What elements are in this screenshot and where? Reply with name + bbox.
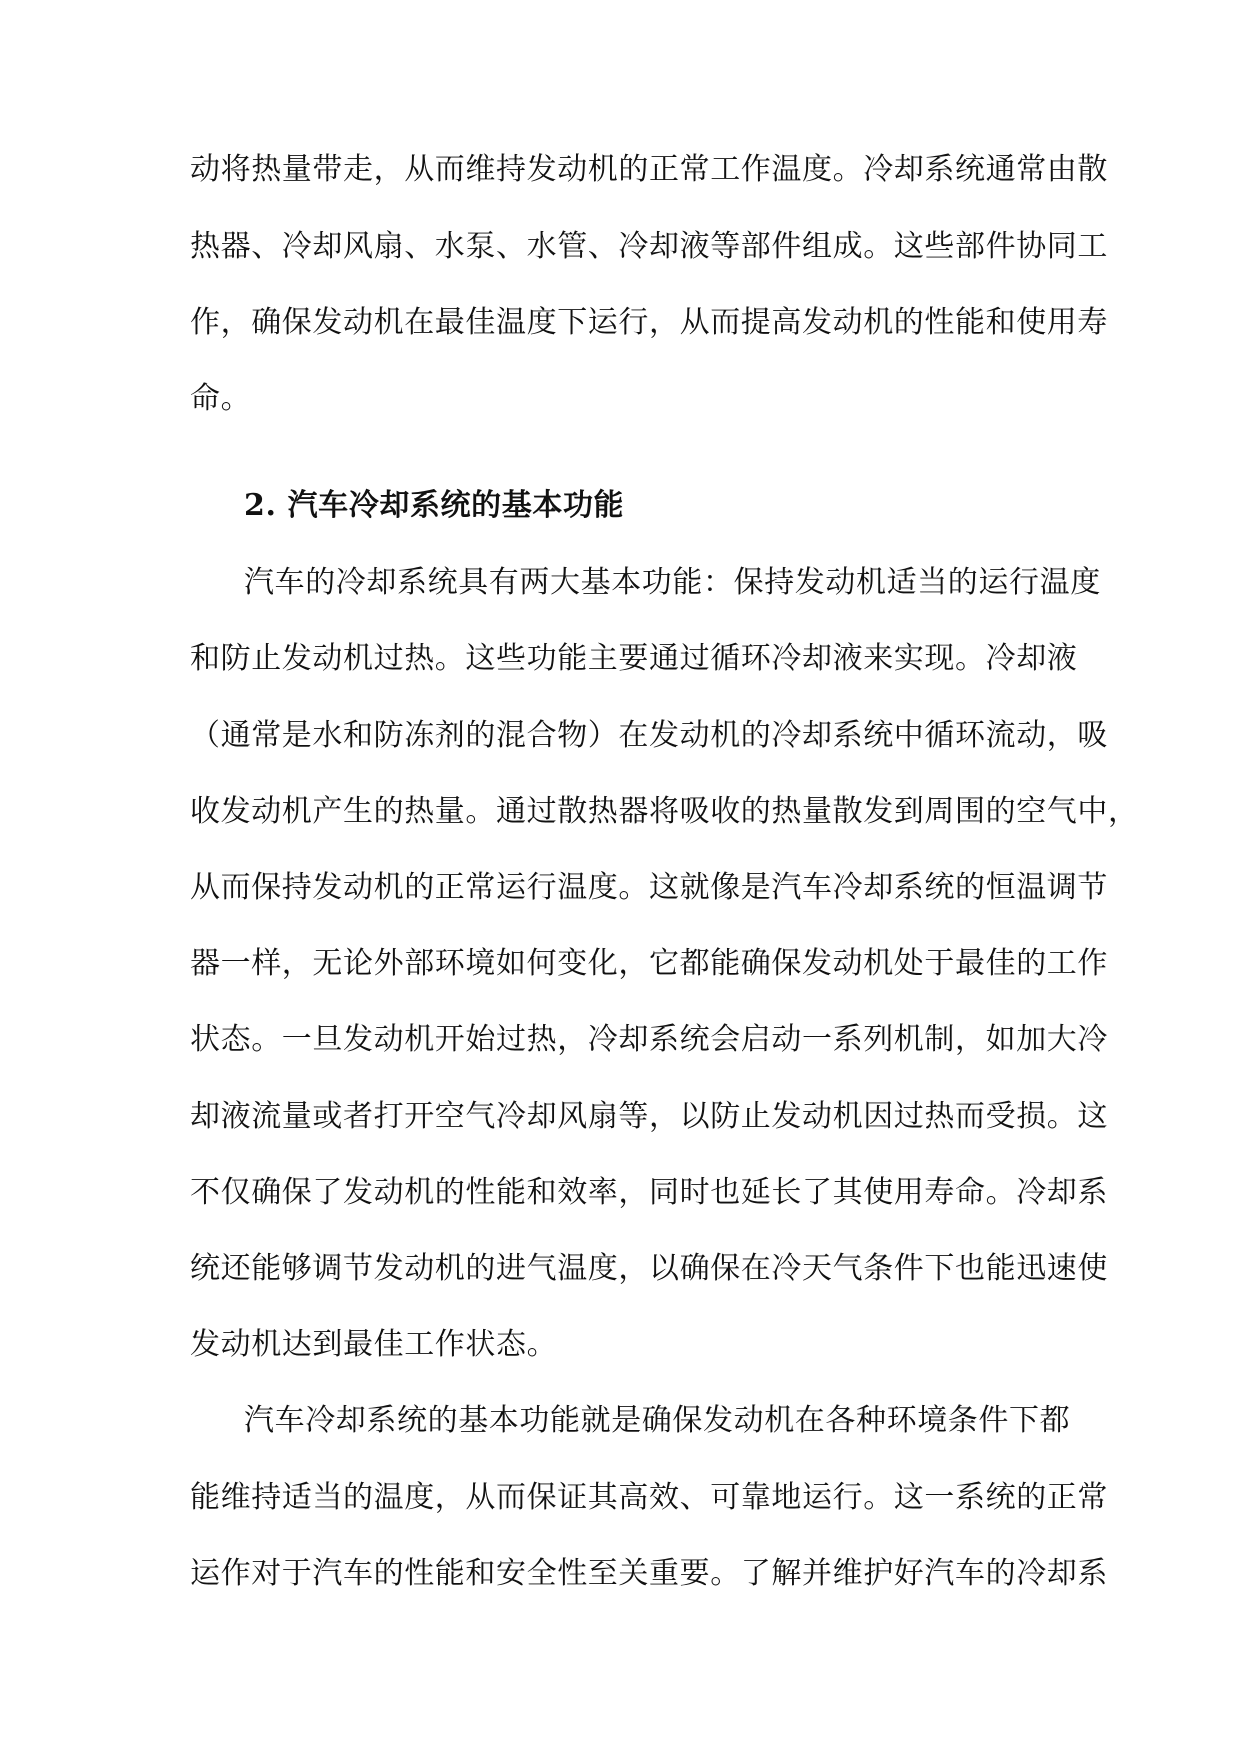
paragraph-line: 运作对于汽车的性能和安全性至关重要。了解并维护好汽车的冷却系 <box>190 1556 1108 1591</box>
paragraph-line: 器一样，无论外部环境如何变化，它都能确保发动机处于最佳的工作 <box>190 946 1108 981</box>
paragraph-line: 发动机达到最佳工作状态。 <box>190 1327 558 1362</box>
paragraph-line: 从而保持发动机的正常运行温度。这就像是汽车冷却系统的恒温调节 <box>190 870 1108 905</box>
paragraph-line: 命。 <box>190 381 252 416</box>
paragraph-line: 动将热量带走，从而维持发动机的正常工作温度。冷却系统通常由散 <box>190 152 1108 187</box>
paragraph-line: 却液流量或者打开空气冷却风扇等，以防止发动机因过热而受损。这 <box>190 1099 1108 1134</box>
paragraph-line: 和防止发动机过热。这些功能主要通过循环冷却液来实现。冷却液 <box>190 641 1078 676</box>
paragraph-line: 汽车的冷却系统具有两大基本功能：保持发动机适当的运行温度 <box>244 565 1101 600</box>
section-heading: 2. 汽车冷却系统的基本功能 <box>244 488 625 523</box>
paragraph-line: 状态。一旦发动机开始过热，冷却系统会启动一系列机制，如加大冷 <box>190 1022 1108 1057</box>
paragraph-line: 不仅确保了发动机的性能和效率，同时也延长了其使用寿命。冷却系 <box>190 1175 1108 1210</box>
paragraph-line: 热器、冷却风扇、水泵、水管、冷却液等部件组成。这些部件协同工 <box>190 229 1108 264</box>
paragraph-line: 能维持适当的温度，从而保证其高效、可靠地运行。这一系统的正常 <box>190 1480 1108 1515</box>
paragraph-line: 统还能够调节发动机的进气温度，以确保在冷天气条件下也能迅速使 <box>190 1251 1108 1286</box>
paragraph-line: （通常是水和防冻剂的混合物）在发动机的冷却系统中循环流动，吸 <box>190 718 1108 753</box>
paragraph-line: 收发动机产生的热量。通过散热器将吸收的热量散发到周围的空气中， <box>190 794 1139 829</box>
paragraph-line: 汽车冷却系统的基本功能就是确保发动机在各种环境条件下都 <box>244 1403 1071 1438</box>
paragraph-line: 作，确保发动机在最佳温度下运行，从而提高发动机的性能和使用寿 <box>190 305 1108 340</box>
